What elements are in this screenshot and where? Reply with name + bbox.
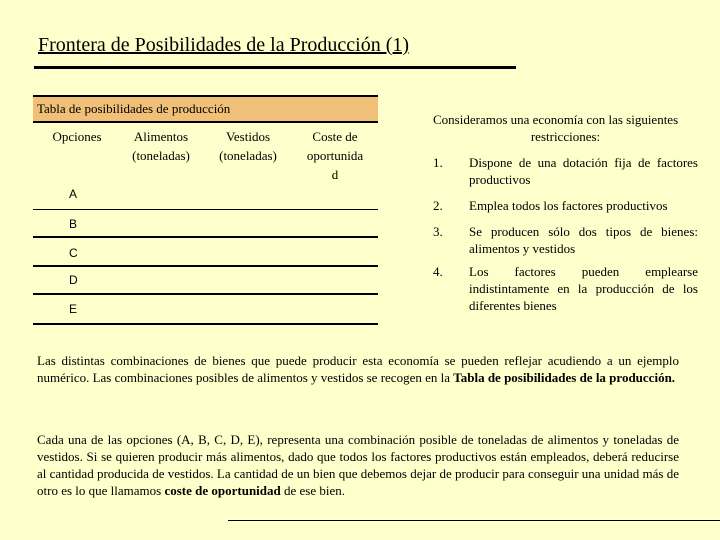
column-coste-label-2: oportunida (306, 148, 364, 163)
row-divider (33, 209, 378, 210)
paragraph-opportunity-cost-bold: coste de oportunidad (164, 483, 281, 498)
page-title: Frontera de Posibilidades de la Producción (1) (38, 34, 410, 56)
restriction-text: Emplea todos los factores productivos (469, 198, 668, 213)
restriction-number: 4. (433, 264, 443, 279)
table-row-label: B (69, 217, 78, 231)
table-row-label: C (69, 246, 78, 260)
table-row-label: D (69, 273, 78, 287)
column-alimentos-label-1: Alimentos (133, 129, 189, 144)
restriction-text: Dispone de una dotación fija de factores productivos (469, 155, 698, 187)
paragraph-opportunity-cost-text: Cada una de las opciones (A, B, C, D, E), representa una combinación posible de toneladas de alimentos y toneladas de vestidos. Si se quieren producir más alimentos, dado que todos los factores productivos están empleados, deberá reducirse al cantidad producida de vestidos. La cantidad de un bien que debemos dejar de producir para conseguir una unidad más de otro es lo que llamamos (37, 432, 679, 498)
column-opciones (47, 127, 107, 146)
column-vestidos (210, 127, 286, 165)
table-row-label: E (69, 302, 78, 316)
column-coste (297, 127, 373, 184)
column-vestidos-label-1: Vestidos (225, 129, 271, 144)
title-underline (34, 66, 516, 69)
restriction-item (433, 263, 698, 314)
column-opciones-label: Opciones (52, 129, 102, 144)
restriction-number: 3. (433, 224, 443, 239)
row-divider (33, 236, 378, 238)
paragraph-combinations (37, 352, 679, 386)
column-vestidos-label-2: (toneladas) (219, 148, 277, 163)
restriction-number: 2. (433, 198, 443, 213)
restriction-number: 1. (433, 155, 443, 170)
paragraph-opportunity-cost (37, 431, 679, 499)
restrictions-intro (433, 111, 698, 145)
restriction-item (433, 154, 698, 188)
restriction-text: Se producen sólo dos tipos de bienes: alimentos y vestidos (469, 224, 698, 256)
restriction-item (433, 197, 698, 214)
restrictions-intro-line-2: restricciones: (530, 129, 601, 144)
row-divider (33, 293, 378, 295)
paragraph-opportunity-cost-tail: de ese bien. (280, 483, 346, 498)
row-divider (33, 323, 378, 325)
column-alimentos (123, 127, 199, 165)
production-possibilities-table (33, 95, 378, 325)
column-coste-label-1: Coste de (312, 129, 358, 144)
column-alimentos-label-2: (toneladas) (132, 148, 190, 163)
paragraph-combinations-bold: Tabla de posibilidades de la producción. (453, 370, 676, 385)
restriction-item (433, 223, 698, 257)
table-header: Tabla de posibilidades de producción (33, 95, 378, 123)
column-coste-label-3: d (331, 167, 339, 182)
paragraph-combinations-text: Las distintas combinaciones de bienes que puede producir esta economía se pueden reflejar acudiendo a un ejemplo numérico. Las combinaciones posibles de alimentos y vestidos se recogen en la (37, 353, 679, 385)
footer-rule (228, 520, 720, 521)
restrictions-intro-line-1: Consideramos una economía con las siguientes (433, 112, 679, 127)
restriction-text: Los factores pueden emplearse indistintamente en la producción de los diferentes bienes (469, 264, 698, 313)
row-divider (33, 265, 378, 267)
table-row-label: A (69, 187, 78, 201)
